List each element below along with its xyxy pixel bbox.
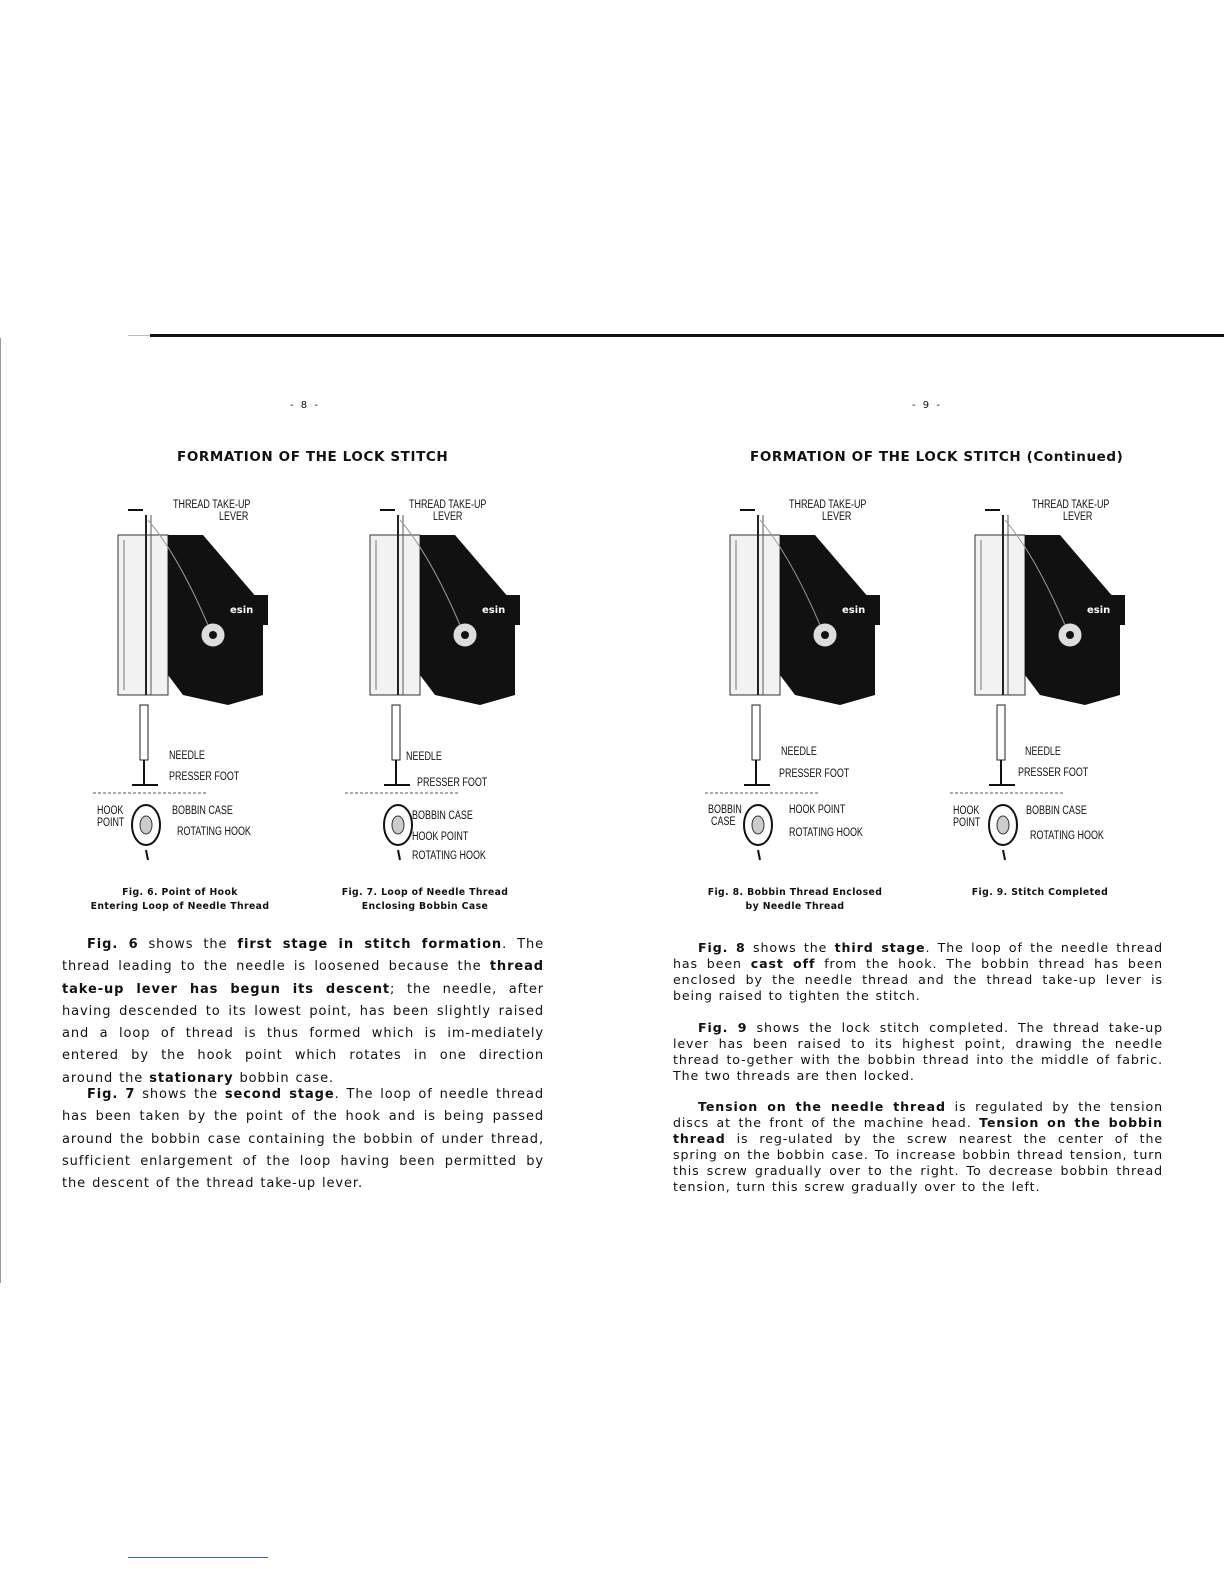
fig-label: DISCS — [819, 684, 847, 696]
bold-text: third stage — [834, 939, 926, 955]
bold-text: Fig. 7 — [87, 1087, 136, 1102]
figure-8-caption — [695, 886, 895, 914]
caption-line: by Needle Thread — [745, 901, 845, 912]
figure-7 — [340, 495, 520, 865]
fig-label: PRESSER FOOT — [169, 771, 240, 783]
fig-label: TENSION — [198, 666, 238, 678]
page-title: FORMATION OF THE LOCK STITCH (Continued) — [750, 449, 1124, 465]
fig-label: TENSION — [445, 668, 485, 680]
bold-text: Fig. 6 — [87, 937, 139, 952]
bold-text: thread take-up lever has begun its descent — [62, 959, 544, 997]
page-top-rule-faint — [128, 335, 150, 336]
fig-label: THREAD TAKE-UP — [789, 499, 867, 511]
caption-line: Fig. 8. Bobbin Thread Enclosed — [707, 887, 883, 898]
fig-label: THREAD TAKE-UP — [173, 499, 251, 511]
text: is regulated by the tension discs at the front of the machine head. — [673, 1098, 1163, 1130]
fig-label: THREAD TAKE-UP — [409, 499, 487, 511]
paragraph-fig7 — [62, 1084, 544, 1195]
fig-label: THREAD TAKE-UP — [1032, 499, 1110, 511]
text: shows the — [745, 939, 835, 955]
svg-text:esin: esin — [230, 605, 254, 616]
bold-text: cast off — [750, 955, 816, 971]
fig-label: ROTATING HOOK — [177, 826, 251, 838]
text: shows the lock stitch completed. The thread take-up lever has been raised to its highest point, drawing the needle thread to-gether with the bobbin thread into the middle of fabric. The two threads are then locked. — [673, 1019, 1163, 1083]
fig-label: BOBBIN CASE — [412, 810, 473, 822]
fig-label: TENSION — [1053, 674, 1093, 686]
fig-label: PRESSER FOOT — [417, 777, 488, 789]
fig-label: PRESSER FOOT — [1018, 767, 1089, 779]
fig-label: NEEDLE — [169, 750, 205, 762]
bottom-link-underline — [128, 1557, 268, 1558]
bold-text: second stage — [224, 1087, 335, 1102]
fig-label: DISCS — [447, 681, 475, 693]
page-top-rule — [150, 334, 1224, 337]
text: shows the — [135, 1087, 225, 1102]
bold-text: Fig. 9 — [698, 1019, 748, 1035]
figure-6 — [88, 495, 268, 865]
paragraph-tension — [673, 1099, 1163, 1195]
text: . The loop of the needle thread has been — [673, 939, 1163, 971]
paragraph-fig8 — [673, 940, 1163, 1004]
fig-label: PRESSER FOOT — [779, 768, 850, 780]
page-number: - 8 - — [290, 400, 320, 411]
fig-label: HOOK — [953, 805, 980, 817]
caption-line: Fig. 6. Point of Hook — [122, 887, 238, 898]
caption-line: Entering Loop of Needle Thread — [90, 901, 270, 912]
svg-text:esin: esin — [482, 605, 506, 616]
bold-text: Fig. 8 — [698, 939, 746, 955]
fig-label: DISCS — [204, 678, 232, 690]
fig-label: TENSION — [813, 672, 853, 684]
bold-text: first stage in stitch formation — [237, 937, 503, 952]
fig-label: HOOK POINT — [412, 831, 469, 843]
fig-label: NEEDLE — [406, 751, 442, 763]
text: shows the — [138, 937, 238, 952]
fig-label: ROTATING HOOK — [789, 827, 863, 839]
fig-label: NEEDLE — [1025, 746, 1061, 758]
page-left-edge — [0, 338, 1, 1283]
fig-label: HOOK POINT — [789, 804, 846, 816]
fig-label: ROTATING HOOK — [412, 850, 486, 862]
text: from the hook. The bobbin thread has been enclosed by the needle thread and the thread take-up lever is being raised to tighten the stitch. — [673, 955, 1163, 1003]
fig-label: NEEDLE — [781, 746, 817, 758]
svg-text:esin: esin — [1087, 605, 1111, 616]
fig-label: LEVER — [219, 511, 249, 523]
bold-text: Tension on the needle thread — [698, 1098, 946, 1114]
svg-text:esin: esin — [842, 605, 866, 616]
fig-label: LEVER — [433, 511, 463, 523]
fig-label: BOBBIN — [708, 804, 742, 816]
figure-8 — [700, 495, 880, 865]
fig-label: DISCS — [1060, 686, 1088, 698]
fig-label: LEVER — [1063, 511, 1093, 523]
text: ; the needle, after having descended to its lowest point, has been slightly raised and a loop of thread is thus formed which is im-mediately entered by the hook point which rotates in one direction around the — [62, 981, 544, 1086]
figure-9 — [945, 495, 1125, 865]
fig-label: HOOK — [97, 805, 124, 817]
figure-6-caption — [80, 886, 280, 914]
fig-label: CASE — [711, 816, 736, 828]
bold-text: Tension on the bobbin thread — [673, 1114, 1163, 1146]
fig-label: ROTATING HOOK — [1030, 830, 1104, 842]
figure-7-caption — [325, 886, 525, 914]
fig-label: BOBBIN CASE — [172, 805, 233, 817]
bold-text: stationary — [149, 1070, 234, 1086]
figure-9-caption — [940, 886, 1140, 900]
caption-line: Fig. 7. Loop of Needle Thread — [341, 887, 509, 898]
text: . The thread leading to the needle is loosened because the — [62, 937, 544, 975]
caption-line: Fig. 9. Stitch Completed — [971, 887, 1109, 898]
text: . The loop of needle thread has been taken by the point of the hook and is being passed around the bobbin case containing the bobbin of under thread, sufficient enlargement of the loop having been permitted by the descent of the thread take-up lever. — [62, 1087, 544, 1192]
text: is reg-ulated by the screw nearest the center of the spring on the bobbin case. To increase bobbin thread tension, turn this screw gradually over to the right. To decrease bobbin thread tension, turn this screw gradually over to the left. — [673, 1130, 1163, 1194]
page-number: - 9 - — [912, 400, 942, 411]
paragraph-fig9 — [673, 1020, 1163, 1084]
fig-label: LEVER — [822, 511, 852, 523]
fig-label: BOBBIN CASE — [1026, 805, 1087, 817]
fig-label: POINT — [953, 817, 981, 829]
text: bobbin case. — [233, 1070, 335, 1086]
paragraph-fig6 — [62, 934, 544, 1090]
fig-label: POINT — [97, 817, 125, 829]
caption-line: Enclosing Bobbin Case — [361, 901, 489, 912]
page-title: FORMATION OF THE LOCK STITCH — [177, 449, 449, 465]
